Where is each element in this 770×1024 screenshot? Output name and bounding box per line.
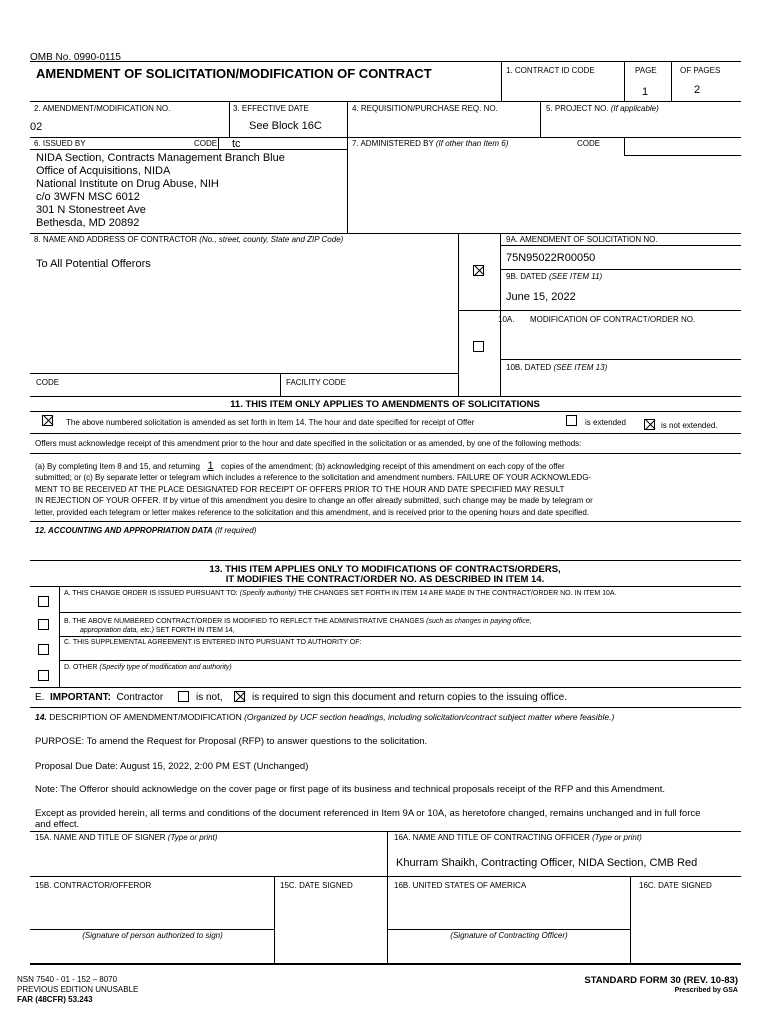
officer-name-label: 16A. NAME AND TITLE OF CONTRACTING OFFICER (Type or print) [394, 833, 642, 842]
row-line [59, 636, 741, 637]
row-line [500, 269, 741, 270]
row-line [30, 586, 741, 587]
prescribed-by: Prescribed by GSA [674, 987, 738, 994]
contractor-offeror-label: 15B. CONTRACTOR/OFFEROR [35, 881, 152, 890]
officer-name-value: Khurram Shaikh, Contracting Officer, NIDA Section, CMB Red [396, 857, 698, 869]
row-line [624, 155, 741, 156]
row-line [30, 687, 741, 688]
checkbox-13d[interactable] [38, 670, 49, 681]
checkbox-not-extended[interactable] [644, 419, 655, 430]
amendment-no-value: 02 [30, 121, 43, 133]
divider [624, 61, 625, 101]
item13c-text: C. THIS SUPPLEMENTAL AGREEMENT IS ENTERED INTO PURSUANT TO AUTHORITY OF: [64, 639, 362, 646]
contractor-date-label: 15C. DATE SIGNED [280, 881, 353, 890]
item13-heading1: 13. THIS ITEM APPLIES ONLY TO MODIFICATIONS OF CONTRACTS/ORDERS, [209, 564, 561, 575]
is-extended-label: is extended [585, 418, 626, 427]
contractor-code-label: CODE [36, 378, 60, 387]
bottom-rule [30, 963, 741, 965]
amendment-no-label: 2. AMENDMENT/MODIFICATION NO. [34, 104, 171, 113]
checkbox-item11-amended[interactable] [42, 415, 53, 426]
checkbox-13b[interactable] [38, 619, 49, 630]
divider [624, 137, 625, 155]
divider [540, 101, 541, 137]
signature-line [30, 929, 275, 930]
item14-note: Note: The Offeror should acknowledge on the cover page or first page of its business and technical proposals receipt of the RFP and this Amendment. [35, 784, 666, 795]
row-line [59, 660, 741, 661]
divider [458, 233, 459, 396]
is-not-label: is not, [196, 692, 223, 703]
standard-form: STANDARD FORM 30 (REV. 10-83) [584, 975, 738, 986]
is-required-label: is required to sign this document and return copies to the issuing office. [252, 692, 567, 703]
issuer-code-label: CODE [194, 139, 218, 148]
row-line [30, 101, 741, 102]
page-number: 1 [642, 86, 649, 98]
requisition-no-label: 4. REQUISITION/PURCHASE REQ. NO. [352, 104, 498, 113]
checkbox-is-extended[interactable] [566, 415, 577, 426]
signature-line [387, 929, 631, 930]
officer-date-label: 16C. DATE SIGNED [639, 881, 712, 890]
row-line [30, 149, 348, 150]
item11-heading: 11. THIS ITEM ONLY APPLIES TO AMENDMENTS OF SOLICITATIONS [230, 399, 540, 410]
divider [229, 101, 230, 137]
effective-date-label: 3. EFFECTIVE DATE [233, 104, 309, 113]
checkbox-is-not[interactable] [178, 691, 189, 702]
divider [630, 876, 631, 965]
row-line [30, 137, 741, 138]
project-no-label: 5. PROJECT NO. (If applicable) [546, 104, 659, 113]
row-line [30, 373, 459, 374]
contractor-signature-caption: (Signature of person authorized to sign) [82, 931, 223, 940]
modification-10a-label: 10A. [498, 315, 515, 324]
issuer-code-value: tc [232, 138, 241, 150]
item13a-text: A. THIS CHANGE ORDER IS ISSUED PURSUANT TO: (Specify authority) THE CHANGES SET FORTH IN ITEM 14 ARE MADE IN THE CONTRACT/ORDER NO. IN ITEM 10A. [64, 590, 617, 597]
accounting-label: 12. ACCOUNTING AND APPROPRIATION DATA (If required) [35, 526, 257, 535]
checkbox-9a-checked[interactable] [473, 265, 484, 276]
signer-name-label: 15A. NAME AND TITLE OF SIGNER (Type or print) [35, 833, 218, 842]
row-line [500, 359, 741, 360]
dated-9b-label: 9B. DATED (SEE ITEM 11) [506, 272, 603, 281]
divider [218, 137, 219, 149]
row-line [30, 396, 741, 397]
row-line [30, 433, 741, 434]
effective-date-value: See Block 16C [249, 120, 322, 132]
row-line [30, 521, 741, 522]
divider [274, 876, 275, 965]
row-line [30, 831, 741, 832]
row-line [30, 453, 741, 454]
of-pages-number: 2 [694, 84, 701, 96]
divider [347, 137, 348, 233]
officer-signature-caption: (Signature of Contracting Officer) [450, 931, 568, 940]
not-extended-label: is not extended. [661, 421, 718, 430]
item14-purpose: PURPOSE: To amend the Request for Proposal (RFP) to answer questions to the solicitation. [35, 736, 428, 747]
facility-code-label: FACILITY CODE [286, 378, 346, 387]
item13b-text: B. THE ABOVE NUMBERED CONTRACT/ORDER IS MODIFIED TO REFLECT THE ADMINISTRATIVE CHANGES (such as changes in paying office, [64, 618, 532, 625]
checkbox-10a[interactable] [473, 341, 484, 352]
form-title: AMENDMENT OF SOLICITATION/MODIFICATION OF CONTRACT [36, 66, 432, 81]
row-line [30, 233, 741, 234]
of-pages-label: OF PAGES [680, 66, 721, 75]
item14-except-1: Except as provided herein, all terms and conditions of the document referenced in Item 9A or 10A, as heretofore changed, remains unchanged and in full force [35, 808, 701, 819]
item14-label: 14. DESCRIPTION OF AMENDMENT/MODIFICATION (Organized by UCF section headings, including solicitation/contract subject matter where feasible.) [35, 712, 615, 722]
item13b-text-2: appropriation data, etc.) SET FORTH IN ITEM 14, [80, 627, 235, 634]
item11-line2: Offers must acknowledge receipt of this amendment prior to the hour and date specified in the solicitation or as amended, by one of the following methods: [35, 439, 582, 448]
item13d-text: D. OTHER (Specify type of modification and authority) [64, 664, 232, 671]
nsn-number: NSN 7540 - 01 - 152 – 8070 [17, 975, 118, 984]
page-label: PAGE [635, 66, 657, 75]
divider [280, 373, 281, 396]
row-line [458, 310, 741, 311]
dated-9b-value: June 15, 2022 [506, 291, 576, 303]
row-line [500, 245, 741, 246]
issued-by-label: 6. ISSUED BY [34, 139, 86, 148]
omb-number: OMB No. 0990-0115 [30, 52, 121, 63]
item14-due-date: Proposal Due Date: August 15, 2022, 2:00 PM EST (Unchanged) [35, 761, 309, 772]
solicitation-no-label: 9A. AMENDMENT OF SOLICITATION NO. [506, 235, 658, 244]
row-line [30, 707, 741, 708]
contractor-label: 8. NAME AND ADDRESS OF CONTRACTOR (No., street, county, State and ZIP Code) [34, 235, 344, 244]
item11-line1: The above numbered solicitation is amended as set forth in Item 14. The hour and date specified for receipt of Offer [66, 418, 475, 427]
item14-except-2: and effect. [35, 819, 80, 830]
divider [501, 61, 502, 101]
row-line [30, 560, 741, 561]
frame-top [30, 61, 741, 62]
checkbox-13a[interactable] [38, 596, 49, 607]
method-a-line: (a) By completing Item 8 and 15, and returning 1 copies of the amendment; (b) acknowledging receipt of this amendment on each copy of the offer [35, 460, 565, 472]
item13-heading2: IT MODIFIES THE CONTRACT/ORDER NO. AS DESCRIBED IN ITEM 14. [225, 574, 545, 585]
modification-10a-text: MODIFICATION OF CONTRACT/ORDER NO. [530, 315, 696, 324]
checkbox-13c[interactable] [38, 644, 49, 655]
important-label: E. IMPORTANT: Contractor [35, 692, 164, 703]
issuer-address: NIDA Section, Contracts Management Branch Blue Office of Acquisitions, NIDA National Institute on Drug Abuse, NIH c/o 3WFN MSC 6012 301 N Stonestreet Ave Bethesda, MD 20892 [36, 152, 285, 229]
contractor-value: To All Potential Offerors [36, 258, 151, 270]
row-line [30, 876, 741, 877]
administrator-code-label: CODE [577, 139, 601, 148]
divider [347, 101, 348, 137]
divider [387, 831, 388, 965]
row-line [30, 411, 741, 412]
method-text: submitted; or (c) By separate letter or telegram which includes a reference to the solicitation and amendment numbers. FAILURE OF YOUR ACKNOWLEDG- MENT TO BE RECEIVED AT THE PLACE DESIGNATED FOR RECEIPT OF OFFERS PRIOR TO THE HOUR AND DATE SPECIFIED MAY RESULT IN REJECTION OF YOUR OFFER. If by virtue of this amendment you desire to change an offer already submitted, such change may be made by telegram or letter, provided each telegram or letter makes reference to the solicitation and this amendment, and is received prior to the opening hours and date specified. [35, 473, 593, 517]
far-reference: FAR (48CFR) 53.243 [17, 995, 93, 1004]
checkbox-is-required-checked[interactable] [234, 691, 245, 702]
previous-edition: PREVIOUS EDITION UNUSABLE [17, 985, 139, 994]
administered-by-label: 7. ADMINISTERED BY (If other than Item 6) [352, 139, 509, 148]
divider [671, 61, 672, 101]
row-line [59, 612, 741, 613]
solicitation-no-value: 75N95022R00050 [506, 252, 596, 264]
contract-id-code-label: 1. CONTRACT ID CODE [506, 66, 595, 75]
dated-10b-label: 10B. DATED (SEE ITEM 13) [506, 363, 608, 372]
usa-label: 16B. UNITED STATES OF AMERICA [394, 881, 527, 890]
